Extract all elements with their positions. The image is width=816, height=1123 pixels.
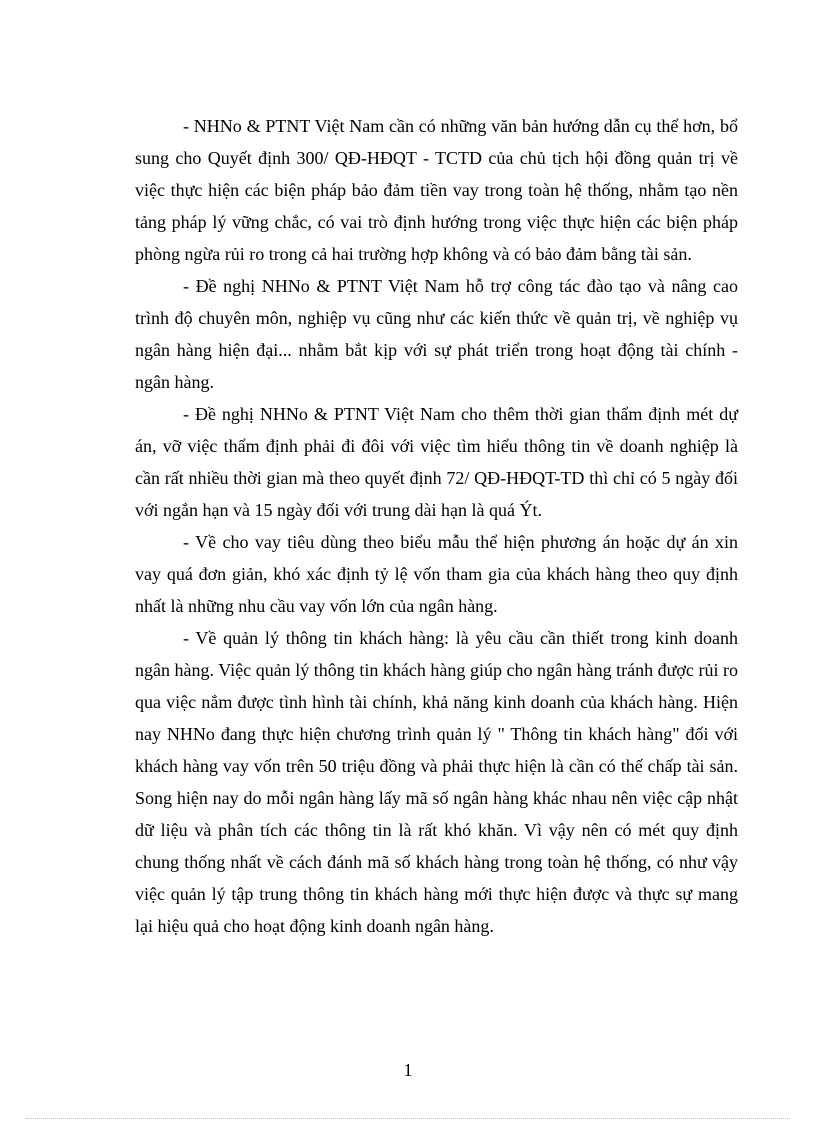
page-number: 1 <box>403 1060 413 1080</box>
paragraph-appraisal-time: - Đề nghị NHNo & PTNT Việt Nam cho thêm thời gian thẩm định mét dự án, vỡ việc thẩm định phải đi đôi với việc tìm hiểu thông tin về doanh nghiệp là cần rất nhiều thời gian mà theo quyết định 72/ QĐ-HĐQT-TD thì chỉ có 5 ngày đối với ngắn hạn và 15 ngày đối với trung dài hạn là quá Ýt. <box>135 404 738 520</box>
paragraph-training-proposal: - Đề nghị NHNo & PTNT Việt Nam hỗ trợ công tác đào tạo và nâng cao trình độ chuyên môn, nghiệp vụ cũng như các kiến thức về quản trị, về nghiệp vụ ngân hàng hiện đại... nhằm bắt kịp với sự phát triển trong hoạt động tài chính - ngân hàng. <box>135 276 738 392</box>
paragraph-customer-information: - Về quản lý thông tin khách hàng: là yêu cầu cần thiết trong kinh doanh ngân hàng. Việc quản lý thông tin khách hàng giúp cho ngân hàng tránh được rủi ro qua việc nắm được tình hình tài chính, khả năng kinh doanh của khách hàng. Hiện nay NHNo đang thực hiện chương trình quản lý " Thông tin khách hàng" đối với khách hàng vay vốn trên 50 triệu đồng và phải thực hiện là cần có thế chấp tài sản. Song hiện nay do mỗi ngân hàng lấy mã số ngân hàng khác nhau nên việc cập nhật dữ liệu và phân tích các thông tin là rất khó khăn. Vì vậy nên có mét quy định chung thống nhất về cách đánh mã số khách hàng trong toàn hệ thống, có như vậy việc quản lý tập trung thông tin khách hàng mới thực hiện được và thực sự mang lại hiệu quả cho hoạt động kinh doanh ngân hàng. <box>135 628 738 936</box>
document-body <box>135 110 738 942</box>
page-bottom-divider <box>26 1118 790 1119</box>
paragraph-consumer-lending: - Về cho vay tiêu dùng theo biểu mẫu thể hiện phương án hoặc dự án xin vay quá đơn giản, khó xác định tỷ lệ vốn tham gia của khách hàng theo quy định nhất là những nhu cầu vay vốn lớn của ngân hàng. <box>135 532 738 616</box>
paragraph-bank-guidance: - NHNo & PTNT Việt Nam cần có những văn bản hướng dẫn cụ thể hơn, bổ sung cho Quyết định 300/ QĐ-HĐQT - TCTD của chủ tịch hội đồng quản trị về việc thực hiện các biện pháp bảo đảm tiền vay trong toàn hệ thống, nhằm tạo nền tảng pháp lý vững chắc, có vai trò định hướng trong việc thực hiện các biện pháp phòng ngừa rủi ro trong cả hai trường hợp không và có bảo đảm bằng tài sản. <box>135 116 738 264</box>
